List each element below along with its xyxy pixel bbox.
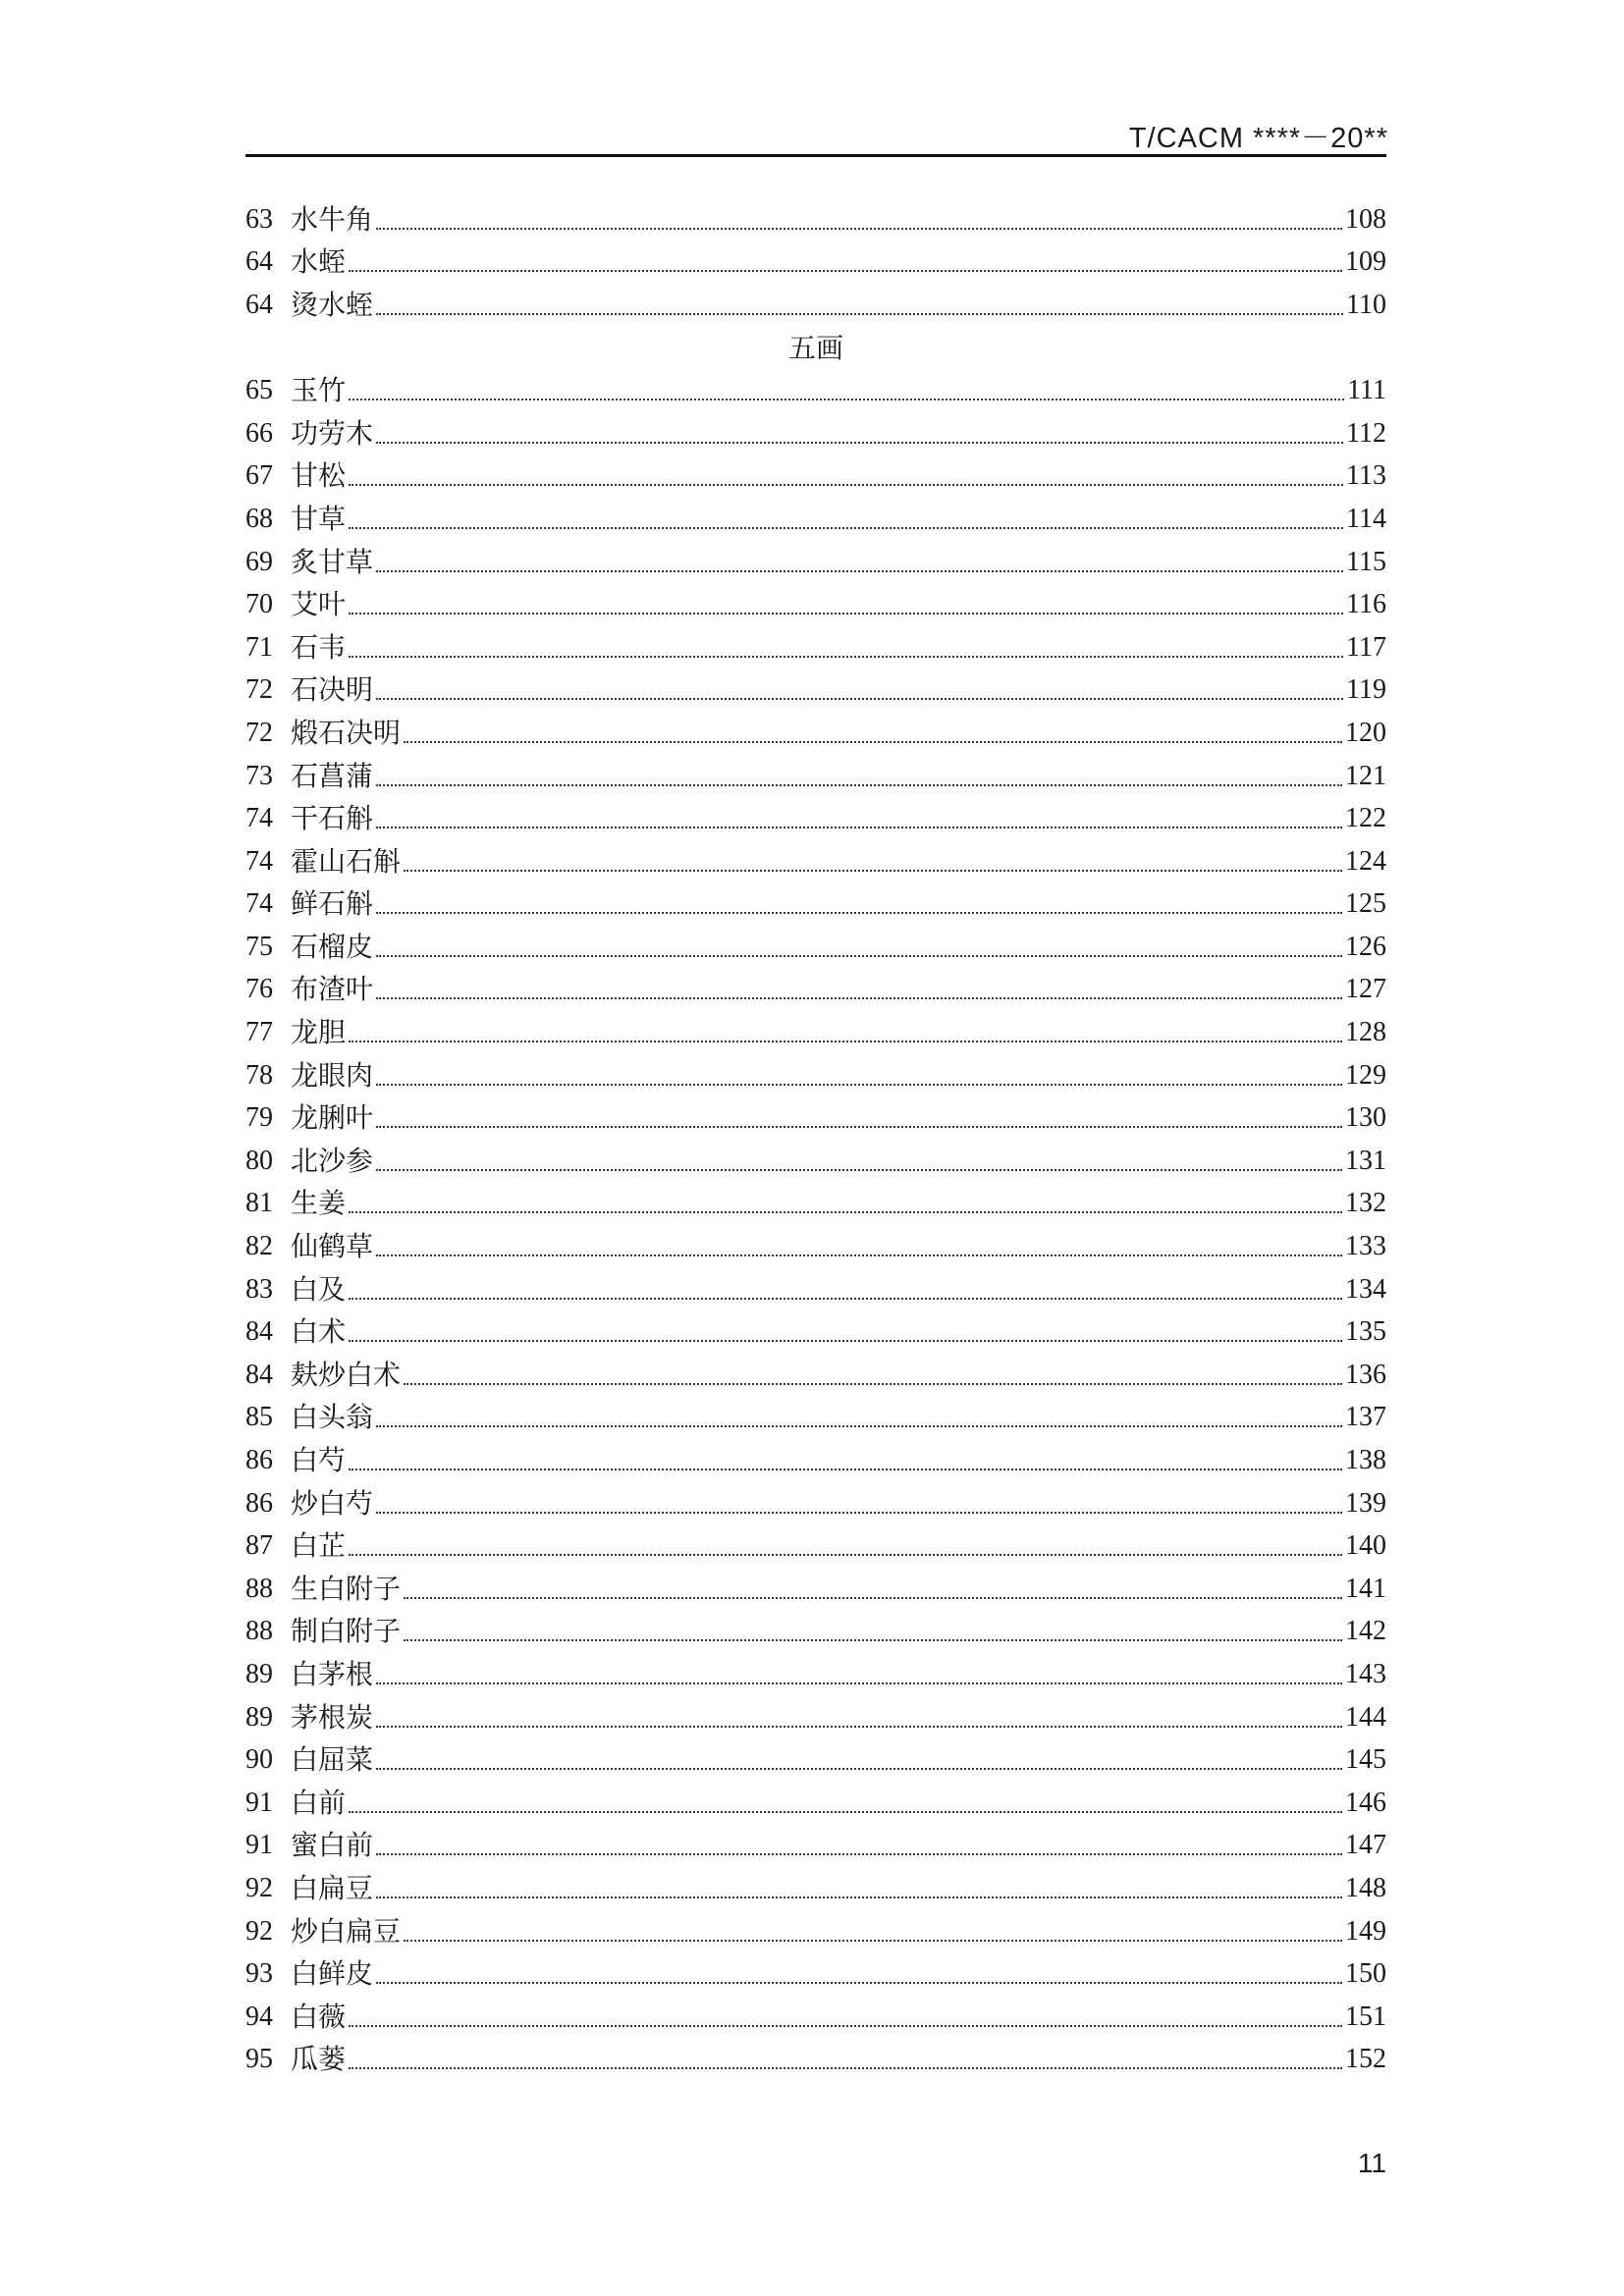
toc-entry-title: 瓜蒌 <box>291 2043 347 2076</box>
toc-entry[interactable] <box>245 1011 1386 1054</box>
toc-entry-page: 142 <box>1345 1616 1386 1647</box>
toc-entry-page: 116 <box>1346 589 1386 620</box>
section-heading: 五画 <box>787 331 843 364</box>
toc-entry-number: 86 <box>245 1487 273 1519</box>
toc-entry-page: 137 <box>1345 1402 1386 1433</box>
toc-entry-title: 白术 <box>291 1315 347 1349</box>
dot-leader <box>376 1853 1342 1855</box>
dot-leader <box>376 912 1342 914</box>
toc-entry-number: 70 <box>245 589 273 620</box>
toc-entry-page: 140 <box>1345 1530 1386 1562</box>
toc-entry-page: 113 <box>1346 460 1386 492</box>
dot-leader <box>349 656 1343 658</box>
toc-entry-page: 122 <box>1345 803 1386 834</box>
dot-leader <box>349 527 1343 529</box>
toc-entry-page: 145 <box>1345 1744 1386 1776</box>
toc-entry-number: 75 <box>245 931 273 962</box>
toc-group-before <box>245 198 1386 327</box>
toc-entry-number: 68 <box>245 503 273 534</box>
dot-leader <box>404 1639 1342 1641</box>
toc-entry-number: 71 <box>245 631 273 663</box>
toc-entry-page: 149 <box>1345 1915 1386 1947</box>
dot-leader <box>376 1425 1342 1427</box>
toc-entry-page: 124 <box>1345 845 1386 877</box>
toc-entry-title: 煅石决明 <box>291 716 402 749</box>
toc-entry-page: 117 <box>1346 631 1386 663</box>
toc-entry-page: 115 <box>1346 546 1386 577</box>
toc-entry[interactable] <box>245 1140 1386 1183</box>
toc-entry-number: 72 <box>245 717 273 748</box>
dot-leader <box>376 442 1343 444</box>
toc-entry-page: 152 <box>1345 2044 1386 2075</box>
dot-leader <box>349 270 1342 272</box>
toc-entry-page: 125 <box>1345 888 1386 920</box>
toc-entry-page: 127 <box>1345 974 1386 1005</box>
toc-entry-title: 白鲜皮 <box>291 1957 374 1991</box>
toc-entry-title: 石决明 <box>291 673 374 707</box>
dot-leader <box>349 1468 1342 1470</box>
toc-entry[interactable] <box>245 1738 1386 1782</box>
dot-leader <box>349 1041 1342 1042</box>
toc-entry-title: 炙甘草 <box>291 545 374 578</box>
toc-entry[interactable] <box>245 1910 1386 1953</box>
toc-entry[interactable] <box>245 1867 1386 1910</box>
toc-entry-page: 114 <box>1346 503 1386 534</box>
toc-entry[interactable] <box>245 1439 1386 1482</box>
toc-entry[interactable] <box>245 1054 1386 1097</box>
toc-entry-number: 92 <box>245 1915 273 1947</box>
toc-entry-number: 95 <box>245 2044 273 2075</box>
dot-leader <box>404 741 1342 743</box>
toc-entry-page: 119 <box>1346 674 1386 706</box>
toc-entry-title: 炒白扁豆 <box>291 1914 402 1948</box>
toc-entry-title: 龙眼肉 <box>291 1058 374 1092</box>
dot-leader <box>376 1768 1342 1770</box>
toc-entry[interactable] <box>245 669 1386 713</box>
toc-entry[interactable] <box>245 1310 1386 1354</box>
toc-entry-title: 制白附子 <box>291 1615 402 1648</box>
toc-entry[interactable] <box>245 1611 1386 1654</box>
toc-entry[interactable] <box>245 755 1386 798</box>
dot-leader <box>349 1298 1342 1300</box>
dot-leader <box>349 613 1343 614</box>
toc-entry[interactable] <box>245 2039 1386 2082</box>
toc-entry[interactable] <box>245 1996 1386 2039</box>
dot-leader <box>349 2067 1342 2069</box>
toc-entry[interactable] <box>245 541 1386 584</box>
toc-entry-number: 87 <box>245 1530 273 1562</box>
toc-entry-number: 74 <box>245 803 273 834</box>
toc-entry-title: 生白附子 <box>291 1572 402 1605</box>
toc-entry-number: 67 <box>245 460 273 492</box>
toc-entry-title: 功劳木 <box>291 416 374 450</box>
toc-entry-page: 141 <box>1345 1573 1386 1604</box>
toc-entry-number: 72 <box>245 674 273 706</box>
toc-entry[interactable] <box>245 1696 1386 1739</box>
toc-entry-page: 132 <box>1345 1188 1386 1219</box>
toc-entry-page: 112 <box>1346 417 1386 449</box>
dot-leader <box>376 313 1343 315</box>
toc-entry-page: 121 <box>1345 760 1386 791</box>
dot-leader <box>376 1126 1342 1128</box>
toc-entry-title: 水牛角 <box>291 202 374 236</box>
toc-entry-number: 85 <box>245 1402 273 1433</box>
toc-entry-title: 麸炒白术 <box>291 1358 402 1391</box>
toc-entry-page: 131 <box>1345 1145 1386 1176</box>
toc-entry[interactable] <box>245 797 1386 840</box>
toc-entry-title: 蜜白前 <box>291 1829 374 1862</box>
toc-entry-page: 120 <box>1345 717 1386 748</box>
toc-entry-page: 148 <box>1345 1872 1386 1903</box>
toc-entry-title: 炒白芍 <box>291 1486 374 1520</box>
toc-entry-number: 78 <box>245 1059 273 1091</box>
dot-leader <box>376 1896 1342 1898</box>
toc-entry-title: 甘草 <box>291 502 347 535</box>
toc-entry-page: 133 <box>1345 1231 1386 1262</box>
toc-entry-number: 83 <box>245 1273 273 1305</box>
toc-entry-number: 64 <box>245 289 273 320</box>
page-number: 11 <box>1357 2148 1386 2178</box>
toc-entry[interactable] <box>245 1653 1386 1696</box>
toc-entry[interactable] <box>245 969 1386 1012</box>
toc-entry[interactable] <box>245 1397 1386 1440</box>
toc-entry-page: 130 <box>1345 1102 1386 1134</box>
toc-entry-page: 143 <box>1345 1658 1386 1689</box>
toc-entry-title: 烫水蛭 <box>291 288 374 321</box>
toc-entry[interactable] <box>245 241 1386 285</box>
toc-entry[interactable] <box>245 1782 1386 1825</box>
toc-entry[interactable] <box>245 1268 1386 1311</box>
toc-entry-number: 63 <box>245 203 273 235</box>
toc-entry[interactable] <box>245 455 1386 499</box>
dot-leader <box>376 698 1343 700</box>
toc-entry-title: 龙胆 <box>291 1016 347 1049</box>
toc-entry-number: 79 <box>245 1102 273 1134</box>
toc-entry-number: 74 <box>245 888 273 920</box>
toc-entry[interactable] <box>245 583 1386 626</box>
toc-entry[interactable] <box>245 498 1386 541</box>
toc-entry-number: 65 <box>245 375 273 406</box>
toc-entry[interactable] <box>245 1524 1386 1568</box>
toc-entry-page: 128 <box>1345 1017 1386 1048</box>
dot-leader <box>349 399 1344 400</box>
toc-entry-title: 龙脷叶 <box>291 1101 374 1135</box>
dot-leader <box>349 1554 1342 1556</box>
toc-entry[interactable] <box>245 1183 1386 1226</box>
dot-leader <box>376 955 1342 957</box>
toc-entry-title: 白茅根 <box>291 1657 374 1690</box>
dot-leader <box>349 1211 1342 1213</box>
toc-entry-title: 干石斛 <box>291 802 374 835</box>
toc-entry-title: 石菖蒲 <box>291 759 374 792</box>
toc-entry[interactable] <box>245 1825 1386 1868</box>
toc-entry-title: 玉竹 <box>291 374 347 407</box>
toc-entry-number: 73 <box>245 760 273 791</box>
toc-entry[interactable] <box>245 1096 1386 1140</box>
toc-entry-title: 白及 <box>291 1272 347 1306</box>
toc-entry-page: 144 <box>1345 1701 1386 1733</box>
toc-entry[interactable] <box>245 1952 1386 1996</box>
toc-entry-page: 135 <box>1345 1316 1386 1348</box>
dot-leader <box>404 870 1342 872</box>
toc-entry[interactable] <box>245 412 1386 455</box>
toc-entry-number: 89 <box>245 1658 273 1689</box>
dot-leader <box>376 827 1342 828</box>
toc-entry-title: 茅根炭 <box>291 1700 374 1734</box>
dot-leader <box>349 2025 1342 2027</box>
header-divider <box>245 154 1386 157</box>
dot-leader <box>404 1383 1342 1385</box>
toc-entry-page: 129 <box>1345 1059 1386 1091</box>
toc-entry-title: 白芍 <box>291 1444 347 1477</box>
toc-entry-page: 126 <box>1345 931 1386 962</box>
toc-entry-title: 生姜 <box>291 1187 347 1220</box>
dot-leader <box>349 1340 1342 1342</box>
document-header-code: T/CACM ****－20** <box>1128 123 1388 154</box>
toc-entry-number: 88 <box>245 1616 273 1647</box>
dot-leader <box>349 1811 1342 1813</box>
toc-entry[interactable] <box>245 1225 1386 1268</box>
dot-leader <box>376 1169 1342 1171</box>
dot-leader <box>376 1255 1342 1256</box>
toc-entry-number: 91 <box>245 1830 273 1861</box>
toc-entry-number: 74 <box>245 845 273 877</box>
toc-entry-title: 白前 <box>291 1786 347 1819</box>
toc-entry-number: 86 <box>245 1445 273 1476</box>
toc-entry-number: 84 <box>245 1359 273 1390</box>
toc-entry-number: 94 <box>245 2001 273 2032</box>
toc-entry-number: 77 <box>245 1017 273 1048</box>
toc-entry-page: 136 <box>1345 1359 1386 1390</box>
toc-entry-page: 147 <box>1345 1830 1386 1861</box>
dot-leader <box>376 228 1342 230</box>
toc-group-after <box>245 369 1386 2081</box>
toc-entry-number: 93 <box>245 1958 273 1990</box>
toc-entry-title: 白头翁 <box>291 1401 374 1434</box>
toc-entry-page: 111 <box>1347 375 1386 406</box>
toc-entry[interactable] <box>245 626 1386 669</box>
dot-leader <box>404 1940 1342 1942</box>
dot-leader <box>376 1982 1342 1984</box>
toc-entry[interactable] <box>245 712 1386 755</box>
toc-entry-title: 仙鹤草 <box>291 1230 374 1263</box>
toc-entry-number: 66 <box>245 417 273 449</box>
toc-entry-title: 白扁豆 <box>291 1871 374 1904</box>
toc-entry[interactable] <box>245 840 1386 883</box>
toc-entry-title: 石榴皮 <box>291 930 374 963</box>
toc-entry-number: 89 <box>245 1701 273 1733</box>
toc-entry-title: 北沙参 <box>291 1144 374 1177</box>
dot-leader <box>376 1084 1342 1086</box>
toc-entry-number: 80 <box>245 1145 273 1176</box>
dot-leader <box>376 570 1343 572</box>
toc-entry-number: 92 <box>245 1872 273 1903</box>
toc-entry[interactable] <box>245 1482 1386 1525</box>
toc-entry-number: 69 <box>245 546 273 577</box>
toc-entry[interactable] <box>245 284 1386 327</box>
dot-leader <box>349 484 1343 486</box>
toc-entry[interactable] <box>245 1568 1386 1611</box>
toc-entry[interactable] <box>245 883 1386 927</box>
toc-entry[interactable] <box>245 369 1386 412</box>
dot-leader <box>404 1597 1342 1599</box>
table-of-contents <box>245 198 1386 2081</box>
toc-entry-number: 90 <box>245 1744 273 1776</box>
toc-entry-number: 88 <box>245 1573 273 1604</box>
toc-entry-title: 白薇 <box>291 2000 347 2033</box>
toc-entry-page: 110 <box>1346 289 1386 320</box>
toc-entry-number: 82 <box>245 1231 273 1262</box>
toc-entry-page: 134 <box>1345 1273 1386 1305</box>
dot-leader <box>376 1682 1342 1684</box>
toc-entry-title: 白芷 <box>291 1529 347 1563</box>
toc-entry-number: 76 <box>245 974 273 1005</box>
toc-entry-title: 水蛭 <box>291 245 347 279</box>
toc-entry-title: 石韦 <box>291 630 347 664</box>
toc-entry-title: 白屈菜 <box>291 1743 374 1777</box>
toc-entry-page: 151 <box>1345 2001 1386 2032</box>
toc-entry-page: 146 <box>1345 1787 1386 1818</box>
toc-entry-number: 84 <box>245 1316 273 1348</box>
toc-entry-number: 64 <box>245 246 273 278</box>
toc-entry-page: 139 <box>1345 1487 1386 1519</box>
toc-entry-title: 霍山石斛 <box>291 844 402 878</box>
toc-entry-title: 甘松 <box>291 459 347 493</box>
toc-entry[interactable] <box>245 198 1386 241</box>
toc-entry-title: 鲜石斛 <box>291 887 374 921</box>
dot-leader <box>376 1512 1342 1514</box>
toc-entry-number: 81 <box>245 1188 273 1219</box>
toc-entry-title: 艾叶 <box>291 588 347 621</box>
toc-entry-page: 109 <box>1345 246 1386 278</box>
dot-leader <box>376 1726 1342 1728</box>
toc-entry-number: 91 <box>245 1787 273 1818</box>
toc-entry-page: 138 <box>1345 1445 1386 1476</box>
toc-entry[interactable] <box>245 926 1386 969</box>
dot-leader <box>376 784 1342 786</box>
toc-entry-page: 108 <box>1345 203 1386 235</box>
dot-leader <box>376 997 1342 999</box>
toc-entry-page: 150 <box>1345 1958 1386 1990</box>
toc-entry[interactable] <box>245 1354 1386 1397</box>
toc-entry-title: 布渣叶 <box>291 973 374 1006</box>
